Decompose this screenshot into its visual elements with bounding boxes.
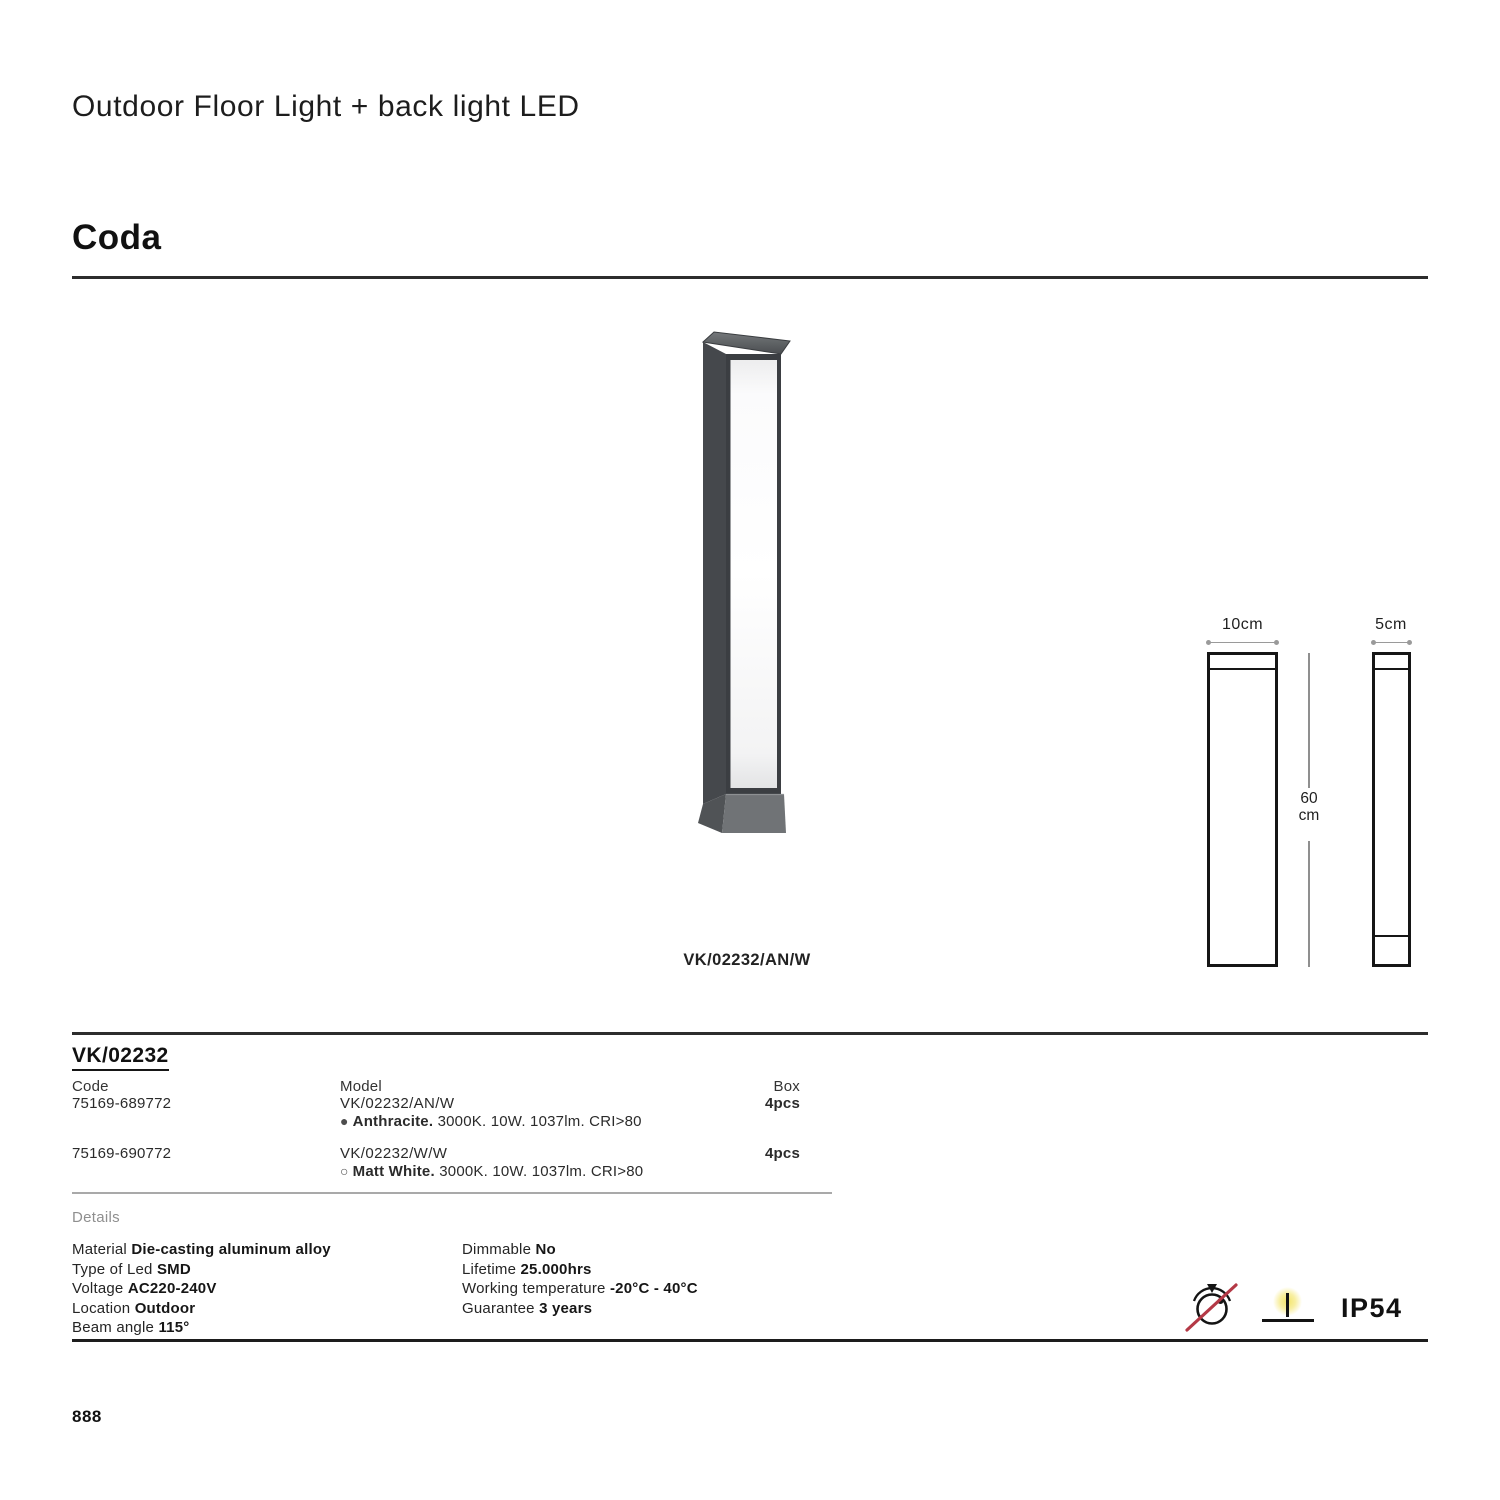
ip-rating-badge: IP54: [1341, 1293, 1403, 1323]
spec-line-location: Location Outdoor: [72, 1299, 196, 1317]
product-photo-bollard: [697, 328, 792, 835]
page-title: Coda: [72, 218, 162, 257]
floor-mounted-light-icon: [1262, 1289, 1314, 1322]
color-swatch-open: ○: [340, 1163, 349, 1179]
dimension-width-side-label: 5cm: [1375, 616, 1407, 633]
ground-line: [1262, 1319, 1314, 1322]
finish-specs: 3000K. 10W. 1037lm. CRI>80: [439, 1163, 644, 1180]
spec-line-dimmable: Dimmable No: [462, 1241, 556, 1258]
dimension-height-label: 60 cm: [1298, 790, 1320, 824]
table-row-finish-specs: [340, 1163, 710, 1180]
dimension-width-front-label: 10cm: [1221, 616, 1264, 633]
dimension-line-front-width: [1207, 642, 1278, 643]
dimension-line-height-upper: [1308, 653, 1310, 788]
column-header-box: Box: [773, 1078, 800, 1095]
table-row-model: VK/02232/AN/W: [340, 1095, 455, 1112]
column-header-code: Code: [72, 1078, 109, 1095]
side-view-base-line: [1375, 935, 1408, 937]
footer-divider: [72, 1339, 1428, 1342]
dimension-line-side-width: [1372, 642, 1411, 643]
spec-line-guarantee: Guarantee 3 years: [462, 1299, 593, 1317]
bollard-base-front: [722, 794, 786, 833]
side-view-cap-line: [1375, 668, 1408, 670]
bollard-side-face: [703, 342, 726, 804]
table-row-model: VK/02232/W/W: [340, 1145, 448, 1162]
table-row-code: 75169-690772: [72, 1145, 172, 1162]
spec-line-voltage: Voltage AC220-240V: [72, 1280, 217, 1298]
details-column-right: [462, 1240, 862, 1318]
header-divider: [72, 276, 1428, 279]
dimension-line-height-lower: [1308, 841, 1310, 967]
finish-name: Matt White.: [352, 1163, 435, 1180]
details-divider: [72, 1192, 832, 1194]
table-row-box-qty: 4pcs: [765, 1145, 800, 1162]
spec-line-working-temperature: Working temperature -20°C - 40°C: [462, 1280, 698, 1298]
details-heading: Details: [72, 1209, 120, 1226]
column-header-model: Model: [340, 1078, 382, 1095]
table-row-code: 75169-689772: [72, 1095, 172, 1112]
table-row-box-qty: 4pcs: [765, 1095, 800, 1112]
spec-line-material: Material Die-casting aluminum alloy: [72, 1241, 331, 1258]
table-top-divider: [72, 1032, 1428, 1035]
spec-line-led-type: Type of Led SMD: [72, 1260, 191, 1278]
color-swatch-filled: ●: [340, 1113, 349, 1129]
finish-specs: 3000K. 10W. 1037lm. CRI>80: [437, 1113, 642, 1130]
finish-name: Anthracite.: [352, 1113, 434, 1130]
spec-line-beam-angle: Beam angle 115°: [72, 1319, 190, 1337]
details-column-left: [72, 1240, 452, 1338]
page-number: 888: [72, 1407, 102, 1426]
bollard-led-diffuser: [731, 360, 778, 788]
product-group-code: VK/02232: [72, 1044, 169, 1071]
category-title: Outdoor Floor Light + back light LED: [72, 90, 580, 123]
bollard-stem: [1286, 1293, 1289, 1317]
dimension-drawing-front-view: [1207, 652, 1278, 967]
table-row-finish-specs: [340, 1113, 710, 1130]
not-dimmable-icon: [1184, 1276, 1240, 1334]
dimension-drawing-side-view: [1372, 652, 1411, 967]
spec-line-lifetime: Lifetime 25.000hrs: [462, 1260, 592, 1278]
front-view-cap-line: [1210, 668, 1275, 670]
product-photo-caption: VK/02232/AN/W: [683, 951, 811, 969]
